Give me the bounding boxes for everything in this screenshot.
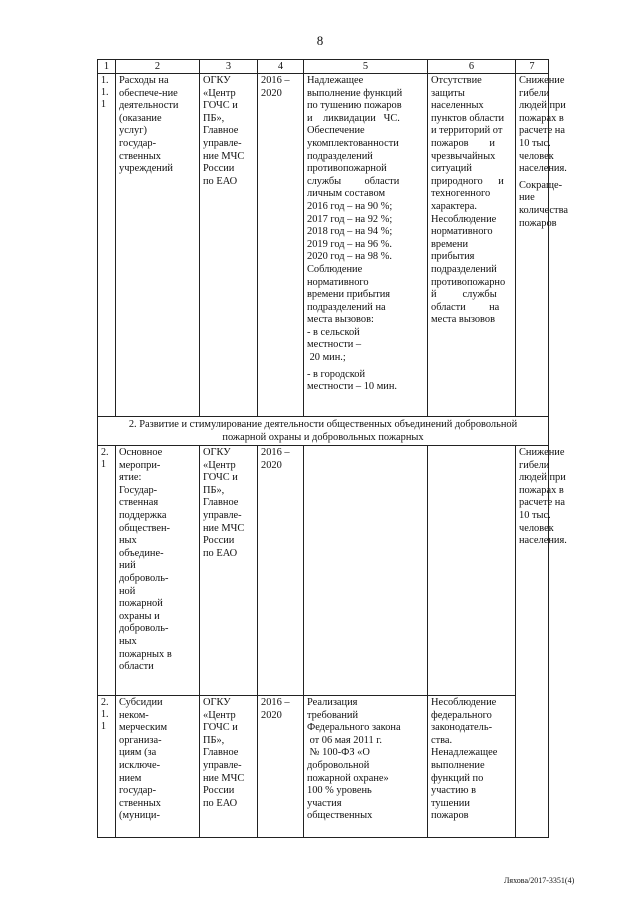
text-line: Снижение: [519, 447, 565, 458]
text-line: России: [203, 163, 235, 175]
text-line: организа-: [119, 734, 162, 746]
text-line: 20 мин.;: [307, 352, 346, 364]
text-line: Сокраще-: [519, 179, 563, 191]
text-line: «Центр: [203, 709, 236, 721]
header-cell: 4: [258, 60, 304, 74]
table-row: [98, 74, 549, 417]
text-line: по ЕАО: [203, 547, 238, 559]
text-line: пунктов области: [431, 112, 505, 124]
text-line: населенных: [431, 100, 484, 112]
text-line: управле-: [203, 137, 242, 149]
text-line: управле-: [203, 759, 242, 771]
text-line: 2016 –: [261, 447, 290, 458]
header-cell: 3: [200, 60, 258, 74]
row-number: [98, 696, 116, 838]
header-cell: 1: [98, 60, 116, 74]
text-line: деятельности: [119, 100, 179, 112]
text-line: гибели: [519, 459, 550, 471]
text-line: по тушению пожаров: [307, 100, 402, 112]
period: [258, 74, 304, 417]
row-number: [98, 74, 116, 417]
consequences: [428, 74, 516, 417]
text-line: меропри-: [119, 459, 161, 471]
text-line: ПБ»,: [203, 734, 225, 746]
executor: [200, 74, 258, 417]
text-line: выполнение функций: [307, 87, 403, 99]
text-line: населения.: [519, 535, 567, 547]
text-line: тушении: [431, 797, 470, 809]
text-line: 2019 год – на 96 %.: [307, 238, 392, 250]
text-line: функций по: [431, 772, 484, 784]
text-line: Главное: [203, 747, 239, 759]
text-line: услуг): [119, 125, 147, 137]
text-line: места вызовов:: [307, 314, 374, 326]
text-line: расчете на: [519, 497, 565, 509]
text-line: подразделений: [431, 263, 497, 275]
text-line: нормативного: [431, 226, 493, 238]
text-line: 1: [101, 459, 106, 470]
text-line: 2. Развитие и стимулирование деятельности общественных объединений добровольной: [128, 419, 518, 430]
text-line: ние: [519, 192, 535, 204]
period: [258, 696, 304, 838]
text-line: ситуаций: [431, 163, 472, 175]
text-line: людей при: [519, 100, 566, 112]
text-line: Ненадлежащее: [431, 747, 498, 759]
text-line: области на: [431, 301, 500, 313]
text-line: характера.: [431, 200, 477, 212]
indicator: [516, 74, 568, 417]
text-line: человек: [519, 150, 554, 162]
text-line: 2.: [101, 697, 109, 708]
text-line: пожаров: [519, 217, 557, 229]
text-line: циям (за: [119, 747, 157, 759]
text-line: ПБ»,: [203, 112, 225, 124]
text-line: человек: [519, 522, 554, 534]
header-cell: 7: [516, 60, 549, 74]
text-line: объедине-: [119, 547, 164, 559]
text-line: 1.: [101, 75, 109, 86]
text-line: управле-: [203, 509, 242, 521]
text-line: прибытия: [431, 251, 475, 263]
text-line: противопожарной: [307, 163, 387, 175]
text-line: ГОЧС и: [203, 100, 238, 112]
text-line: ГОЧС и: [203, 472, 238, 484]
text-line: 1: [101, 721, 106, 732]
text-line: охраны и: [119, 610, 160, 622]
text-line: 1: [101, 99, 106, 110]
text-line: государ-: [119, 137, 157, 149]
text-line: 2016 год – на 90 %;: [307, 200, 393, 212]
text-line: ственных: [119, 797, 161, 809]
text-line: Соблюдение: [307, 263, 363, 275]
consequences: [428, 696, 516, 838]
text-line: 10 тыс.: [519, 137, 551, 149]
text-line: государ-: [119, 785, 157, 797]
text-line: Обеспечение: [307, 125, 365, 137]
text-line: людей при: [519, 472, 566, 484]
text-line: подразделений на: [307, 301, 386, 313]
text-line: Расходы на: [119, 75, 169, 86]
text-line: 1.: [101, 87, 109, 98]
text-line: обеспече-ние: [119, 87, 178, 99]
text-line: местности –: [307, 339, 362, 351]
text-line: расчете на: [519, 125, 565, 137]
text-line: пожарной охраны и добровольных пожарных: [222, 432, 424, 443]
text-line: Несоблюдение: [431, 697, 497, 708]
text-line: Отсутствие: [431, 75, 482, 86]
indicator: [516, 446, 567, 838]
text-line: 2017 год – на 92 %;: [307, 213, 393, 225]
text-line: чрезвычайных: [431, 150, 496, 162]
event-name: [116, 696, 200, 838]
text-line: пожарах в: [519, 112, 564, 124]
text-line: пожаров и: [431, 137, 495, 149]
text-line: ние МЧС: [203, 150, 245, 162]
text-line: ственных: [119, 150, 161, 162]
text-line: «Центр: [203, 459, 236, 471]
text-line: ПБ»,: [203, 484, 225, 496]
text-line: общественных: [307, 810, 373, 822]
text-line: пожарной: [119, 598, 163, 610]
text-line: - в городской: [307, 368, 366, 380]
text-line: ОГКУ: [203, 447, 231, 458]
text-line: подразделений: [307, 150, 373, 162]
text-line: ние МЧС: [203, 772, 245, 784]
text-line: 2.: [101, 447, 109, 458]
text-line: ГОЧС и: [203, 722, 238, 734]
text-line: и ликвидации ЧС.: [307, 112, 400, 124]
text-line: 2020 год – на 98 %.: [307, 251, 392, 263]
text-line: 2018 год – на 94 %;: [307, 226, 393, 238]
text-line: местности – 10 мин.: [307, 381, 398, 393]
text-line: пожарной охране»: [307, 772, 389, 784]
row-number: [98, 446, 116, 696]
table-row: [98, 696, 549, 838]
text-line: России: [203, 785, 235, 797]
text-line: от 06 мая 2011 г.: [307, 734, 382, 746]
text-line: 10 тыс.: [519, 509, 551, 521]
text-line: № 100-ФЗ «О: [307, 747, 370, 759]
text-line: природного и: [431, 175, 504, 187]
text-line: времени: [431, 238, 469, 250]
text-line: противопожарно: [431, 276, 506, 288]
footer-code: Ляхова/2017-3351(4): [504, 876, 575, 885]
text-line: и территорий от: [431, 125, 503, 137]
text-line: по ЕАО: [203, 797, 238, 809]
text-line: Реализация: [307, 697, 358, 708]
text-line: доброволь-: [119, 572, 169, 584]
text-line: нормативного: [307, 276, 369, 288]
text-line: ных: [119, 535, 137, 547]
text-line: 2020: [261, 87, 282, 99]
text-line: России: [203, 535, 235, 547]
expected-result: [304, 74, 428, 417]
section-row: [98, 417, 549, 446]
text-line: количества: [519, 204, 568, 216]
text-line: техногенного: [431, 188, 491, 200]
expected-result: [304, 446, 428, 696]
text-line: Несоблюдение: [431, 213, 497, 225]
text-line: времени прибытия: [307, 289, 391, 301]
text-line: гибели: [519, 87, 550, 99]
text-line: законодатель-: [431, 722, 493, 734]
table-row: [98, 446, 549, 696]
text-line: ний: [119, 560, 136, 572]
text-line: Государ-: [119, 484, 158, 496]
text-line: пожаров: [431, 810, 469, 822]
text-line: неком-: [119, 709, 149, 721]
text-line: ятие:: [119, 472, 142, 484]
text-line: поддержка: [119, 509, 167, 521]
text-line: Субсидии: [119, 697, 163, 708]
text-line: 2020: [261, 459, 282, 471]
event-name: [116, 74, 200, 417]
text-line: 1.: [101, 709, 109, 720]
text-line: Основное: [119, 447, 163, 458]
event-name: [116, 446, 200, 696]
text-line: ства.: [431, 734, 453, 746]
consequences: [428, 446, 516, 696]
text-line: (муници-: [119, 810, 160, 822]
text-line: 2020: [261, 709, 282, 721]
text-line: ОГКУ: [203, 75, 231, 86]
text-line: личным составом: [307, 188, 386, 200]
text-line: доброволь-: [119, 623, 169, 635]
text-line: участию в: [431, 785, 477, 797]
text-line: 2016 –: [261, 75, 290, 86]
executor: [200, 446, 258, 696]
text-line: ной: [119, 585, 136, 597]
text-line: Федерального закона: [307, 722, 401, 734]
executor: [200, 696, 258, 838]
header-cell: 6: [428, 60, 516, 74]
text-line: места вызовов: [431, 314, 495, 326]
text-line: пожарах в: [519, 484, 564, 496]
text-line: (оказание: [119, 112, 162, 124]
text-line: ОГКУ: [203, 697, 231, 708]
text-line: службы области: [307, 175, 400, 187]
text-line: Надлежащее: [307, 75, 364, 86]
text-line: «Центр: [203, 87, 236, 99]
text-line: ных: [119, 635, 137, 647]
text-line: участия: [307, 797, 342, 809]
text-line: й службы: [431, 289, 497, 301]
text-line: федерального: [431, 709, 492, 721]
text-line: добровольной: [307, 759, 370, 771]
text-line: нием: [119, 772, 142, 784]
text-line: населения.: [519, 163, 567, 175]
text-line: исключе-: [119, 759, 161, 771]
text-line: выполнение: [431, 759, 485, 771]
text-line: ние МЧС: [203, 522, 245, 534]
text-line: укомплектованности: [307, 137, 399, 149]
text-line: пожарных в: [119, 648, 172, 660]
text-line: Главное: [203, 497, 239, 509]
text-line: 2016 –: [261, 697, 290, 708]
header-row: [98, 60, 549, 74]
text-line: - в сельской: [307, 326, 360, 338]
section-title: [98, 417, 549, 446]
header-cell: 5: [304, 60, 428, 74]
text-line: Главное: [203, 125, 239, 137]
text-line: Снижение: [519, 75, 565, 86]
text-line: защиты: [431, 87, 465, 99]
program-table: [97, 59, 568, 838]
page-number: 8: [316, 33, 324, 48]
text-line: по ЕАО: [203, 175, 238, 187]
text-line: области: [119, 661, 154, 673]
text-line: учреждений: [119, 163, 173, 175]
expected-result: [304, 696, 428, 838]
header-cell: 2: [116, 60, 200, 74]
period: [258, 446, 304, 696]
text-line: ственная: [119, 497, 159, 509]
text-line: обществен-: [119, 522, 170, 534]
text-line: мерческим: [119, 722, 168, 734]
text-line: требований: [307, 709, 359, 721]
text-line: 100 % уровень: [307, 785, 372, 797]
